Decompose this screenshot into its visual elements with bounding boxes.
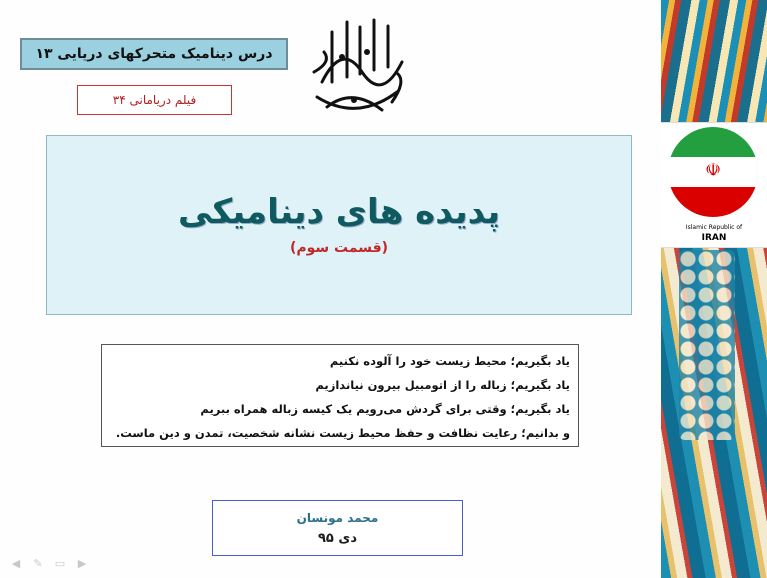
bismillah-calligraphy-icon: [302, 12, 412, 124]
course-title-banner: [20, 38, 288, 70]
notes-box: [101, 344, 579, 447]
iran-flag-card: [661, 122, 767, 248]
note-line-2: یاد بگیریم؛ زباله را از اتومبیل بیرون نیاندازیم: [315, 378, 570, 392]
flag-caption-small: Islamic Republic of: [685, 224, 743, 231]
decorative-art-top: [661, 0, 767, 122]
decorative-pattern: [679, 250, 735, 440]
course-title: درس دینامیک متحرکهای دریایی ۱۳: [35, 46, 273, 62]
prev-slide-icon[interactable]: ◀: [11, 557, 21, 570]
note-line-1: یاد بگیریم؛ محیط زیست خود را آلوده نکنیم: [329, 354, 570, 368]
slide-subtitle: (قسمت سوم): [289, 240, 389, 256]
flag-caption-big: IRAN: [701, 233, 727, 243]
title-box: [46, 135, 632, 315]
note-line-3: یاد بگیریم؛ وقتی برای گردش می‌رویم یک کیسه زباله همراه ببریم: [200, 402, 570, 416]
note-line-4: و بدانیم؛ رعایت نظافت و حفظ محیط زیست نشانه شخصیت، تمدن و دین ماست.: [115, 426, 570, 440]
author-box: [212, 500, 463, 556]
slide-title: پدیده های دینامیکی: [177, 192, 501, 232]
film-label: فیلم دریامانی ۳۴: [112, 93, 197, 107]
slides-icon[interactable]: ▭: [54, 557, 66, 570]
next-slide-icon[interactable]: ▶: [77, 557, 87, 570]
film-label-box: [77, 85, 232, 115]
author-date: دی ۹۵: [318, 531, 357, 546]
slideshow-toolbar: [10, 558, 88, 572]
author-name: محمد مونسان: [296, 511, 379, 525]
iran-emblem-icon: ☫: [705, 160, 722, 181]
decorative-side-strip: [661, 0, 767, 578]
iran-flag-globe: [668, 127, 758, 217]
pen-icon[interactable]: ✎: [33, 557, 43, 570]
